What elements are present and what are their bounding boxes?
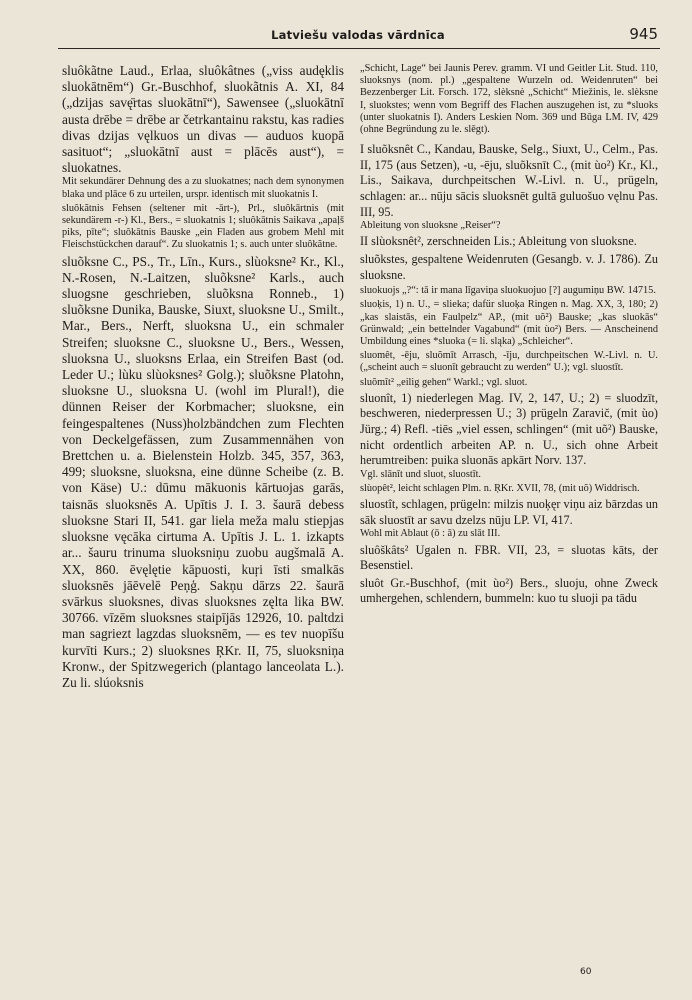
entry-sluoksnet-1: I sluõksnêt C., Kandau, Bauske, Selg., Siuxt, U., Celm., Pas. II, 175 (aus Setzen), -u, -ēju, sluõksnīt C., (mit ùo²) Kr., Kl., Lis., Saikava, durchpeitschen W.-Livl. n. U., prügeln, schlagen: ar... nūju sācis sluoksnēt gultā guluošuo vęlnu Pas. III, 95. <box>360 142 658 219</box>
right-column <box>360 63 658 607</box>
entry-sluokatnis: sluôkãtnis Fehsen (seltener mit -ārt-), Prl., sluôkārtnis (mit sekundärem -r-) Kl., Bers., = sluokatnis 1; sluôkātnis Saikava „apaļš piks, pīte“; sluôkātnis Bauske „ein Fladen aus grobem Mehl mit Fleischstückchen darauf“. Zu sluokatnis 1; s. auch unter sluôkãtne. <box>62 202 344 251</box>
entry-sluokatne-etymology: Mit sekundärer Dehnung des a zu sluokatnes; nach dem synonymen blaka und plāce 6 zu urteilen, urspr. identisch mit sluokatnis I. <box>62 176 344 200</box>
sheet-signature: 60 <box>580 967 592 977</box>
entry-sluoksnet-1-note: Ableitung von sluoksne „Reiser“? <box>360 220 501 232</box>
entry-sluoksnet-2: II slùoksnêt², zerschneiden Lis.; Ableitung von sluoksne. <box>360 234 637 249</box>
header-rule <box>58 48 660 49</box>
entry-sluoksne-continued: „Schicht, Lage“ bei Jaunis Perev. gramm. VI und Geitler Lit. Stud. 110, sluoksnys (nom. pl.) „gespaltene Wurzeln od. Weidenruten“ bei Bezzenberger Lit. Forsch. 172, slèksnė „Schicht“ Miežinis, le. slèksne I, sluokstes; wenn vom Begriff des Flachen auszugehen ist, zu *sluoks (unter sluokatnis I). Anders Leskien Nom. 369 und Būga LM. IV, 429 (ohne Begründung zu le. slēgt). <box>360 63 658 136</box>
page-number: 945 <box>629 25 658 43</box>
entry-sluonit: sluonît, 1) niederlegen Mag. IV, 2, 147, U.; 2) = sluodzīt, beschweren, niederpressen U.; 3) prügeln Zaravič, (mit ùo) Jürg.; 4) Refl. -tiēs „viel essen, schlingen“ (mit uõ²) Bauske, nicht ordentlich arbeiten AP. n. U., sich ohne Arbeit herumtreiben: puika sluonās apkārt Norv. 137. <box>360 390 658 468</box>
entry-sluomit: sluõmît² „eilig gehen“ Warkl.; vgl. sluot. <box>360 376 528 388</box>
entry-sluonit-note: Vgl. slānīt und sluot, sluostīt. <box>360 468 481 480</box>
entry-sluoskats: sluôškâts² Ugalen n. FBR. VII, 23, = sluotas kāts, der Besenstiel. <box>360 542 658 573</box>
entry-sluokis: sluoķis, 1) n. U., = slieka; dafür sluoķa Ringen n. Mag. XX, 3, 180; 2) „kas slaistās, ein Faulpelz“ AP., (mit uõ²) Bauske; „kas sluokās“ Grünwald; „ein bettelnder Vagabund“ (mit ùo²) Bers. — Anscheinend Umbildung eines *sluoka (= li. sląka) „Schleicher“. <box>360 299 658 347</box>
entry-sluostit: sluostît, schlagen, prügeln: milzis nuoķęr viņu aiz bārzdas un sāk sluostīt ar savu dzelzs nūju LP. VI, 417. <box>360 497 658 527</box>
left-column <box>62 63 344 691</box>
entry-sluokuojs: sluokuojs „?“: tā ir mana līgaviņa sluokuojuo [?] augumiņu BW. 14715. <box>360 285 656 297</box>
running-title: Latviešu valodas vārdnīca <box>271 28 445 42</box>
entry-sluostit-note: Wohl mit Ablaut (ō : ā) zu slāt III. <box>360 528 501 540</box>
running-header <box>58 20 658 46</box>
entry-sluopet: slùopêt², leicht schlagen Plm. n. ŖKr. XVII, 78, (mit uõ) Widdrisch. <box>360 482 640 494</box>
entry-sluomet: sluomêt, -ēju, sluõmīt Arrasch, -īju, durchpeitschen W.-Livl. n. U. („scheint auch = sluonīt gebraucht zu werden“ U.); vgl. sluostīt. <box>360 350 658 374</box>
entry-sluoksne: sluõksne C., PS., Tr., Līn., Kurs., slùoksne² Kr., Kl., N.-Rosen, N.-Laitzen, sluõksne² Karls., auch sluogsne geschrieben, sluõksna Ronneb., 1) sluõksne Dunika, Bauske, Siuxt, sluoksne U., Smilt., Mar., Bers., Nerft, sluoksna U., ein schmaler Streifen; sluoksne C., sluoksne U., Bers., Wessen, sluoksna U., sluoksns Erlaa, ein Streifen Bast (od. Leder U.; lùku slùoksnes² Golg.); sluõksne Platohn, sluoksne U., sluoksna U. (wohl im Plural!), die dünnen Reiser der Korbmacher; sluoksne, ein feingespaltenes (Nuss)holzbändchen zum Flechten von Deckelgefässen, zum Zusammennähen von Brettchen u. a. Bielenstein Holzb. 345, 357, 363, 499; sluoksne, sluoksna, eine dünne Scheibe (z. B. von Käse) U.: dūmu mākuonis kārtuojas garās, taisnās sluoksnēs A. Upītis J. I. 3. šaurā debess sluoksne Stari II, 541. gar liela meža malu stiepjas sluoksne vęcāka cirtuma A. Upītis J. L. 1. izkapts ar... šauru trinuma sluoksniņu zuobu augšmalā A. XX, 860. ēvęlętie kāpuosti, kuŗi īsti smalkās sluoksnēs jāēvelē Peņģ. Sakņu dārzs 22. šaurā svārkus sluoksnes, divas sluoksnes zęlta lika BW. 30766. vīzēm sluoksnes staipījās 12926, 10. paltdzi man sagriezt lagzdas sluoksnēm, — es tev nuopīšu kurvīti Kurs.; 2) sluoksnes ŖKr. II, 75, sluoksniņa Kronw., der Spitzwegerich (plantago lanceolata L.). Zu li. slúoksnis <box>62 253 344 690</box>
entry-sluokatne: sluôkãtne Laud., Erlaa, sluôkâtnes („viss audęklis sluokātnēm“) Gr.-Buschhof, sluokãtnis A. XI, 84 („dzijas savę̄rtas sluokātnī“), Sawensee („sluokātnī austa drēbe = drēbe ar četrkantainu rakstu, kas radies divas dzijas vęlkuos un divas — auduos kuopā sasituot“; „sluokātnī aust = plācēs aust“), = sluokatnes. <box>62 63 344 176</box>
entry-sluot: sluôt Gr.-Buschhof, (mit ùo²) Bers., sluoju, ohne Zweck umhergehen, schlendern, bummeln: kuo tu sluoji pa tādu <box>360 575 658 606</box>
entry-sluokstes: sluõkstes, gespaltene Weidenruten (Gesangb. v. J. 1786). Zu sluoksne. <box>360 251 658 282</box>
